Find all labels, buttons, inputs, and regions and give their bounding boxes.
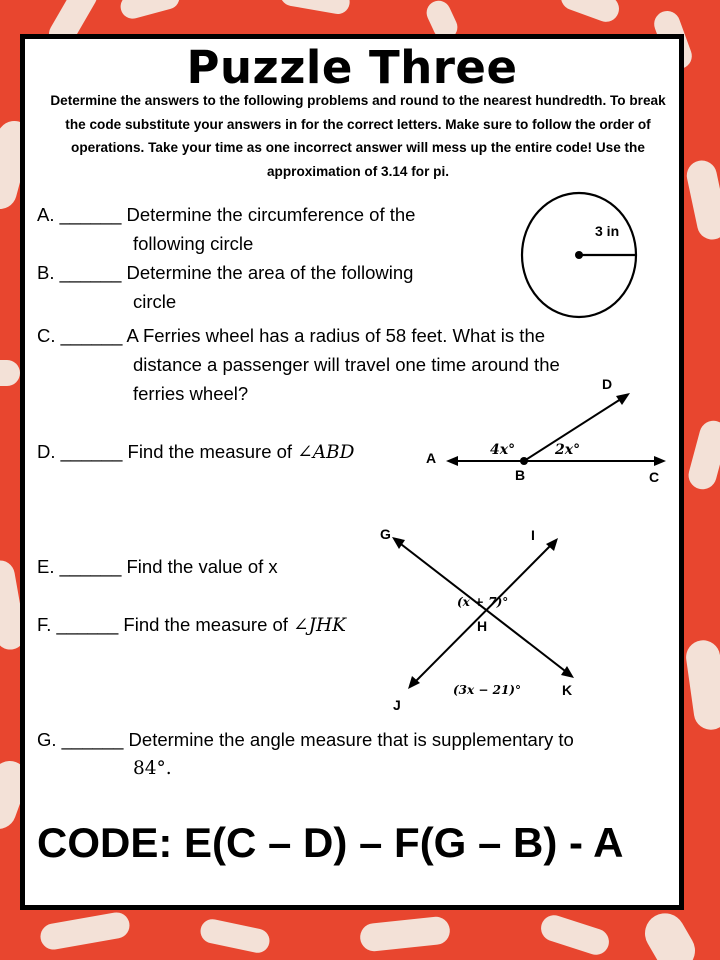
question-label: F.: [37, 614, 52, 635]
instructions-text: Determine the answers to the following problems and round to the nearest hundredth. To break the code substitute your answers in for the correct letters. Make sure to follow the order of operations. Take your time as one incorrect answer will mess up the entire code! Use the approximation of 3.14 for pi.: [50, 93, 666, 179]
answer-blank[interactable]: ______: [56, 614, 119, 635]
angle-top-label: (x + 7)°: [457, 595, 509, 609]
answer-blank[interactable]: ______: [59, 556, 122, 577]
question-label: G.: [37, 729, 57, 750]
angle-bottom-label: (3x − 21)°: [453, 683, 521, 697]
answer-blank[interactable]: ______: [60, 325, 123, 346]
vertex-b: [520, 457, 528, 465]
question-text: Find the value of x: [126, 556, 278, 577]
point-b-label: B: [515, 467, 526, 483]
question-e: [37, 552, 278, 581]
arrow-k: [561, 666, 574, 678]
question-a: [37, 200, 415, 258]
question-text-cont: following circle: [133, 233, 254, 254]
question-text: Determine the angle measure that is supplementary to: [128, 729, 574, 750]
question-g: [37, 725, 574, 783]
angle-diagram: [420, 374, 670, 489]
point-i-label: I: [531, 527, 535, 543]
angle-jhk-symbol: ∠JHK: [293, 615, 346, 636]
page-title: Puzzle Three: [186, 41, 518, 94]
question-text: Find the measure of: [127, 441, 298, 462]
question-label: E.: [37, 556, 55, 577]
point-h-label: H: [477, 618, 488, 634]
question-label: A.: [37, 204, 55, 225]
question-text-cont: distance a passenger will travel one time around the: [133, 354, 560, 375]
point-j-label: J: [393, 697, 401, 713]
question-text-cont: 84°.: [133, 758, 172, 779]
arrow-d: [616, 393, 630, 405]
point-g-label: G: [380, 526, 391, 542]
point-k-label: K: [562, 682, 573, 698]
angle-abd-symbol: ∠ABD: [297, 442, 355, 463]
arrow-a: [446, 456, 458, 466]
arrow-c: [654, 456, 666, 466]
angle-dbc-label: 2x°: [555, 442, 581, 458]
question-label: B.: [37, 262, 55, 283]
point-c-label: C: [649, 469, 660, 485]
radius-label: 3 in: [595, 223, 620, 239]
answer-blank[interactable]: ______: [59, 262, 122, 283]
question-label: C.: [37, 325, 56, 346]
intersecting-lines-diagram: [375, 524, 595, 713]
question-text: Determine the circumference of the: [126, 204, 416, 225]
point-d-label: D: [602, 376, 613, 392]
question-text: A Ferries wheel has a radius of 58 feet. What is the: [126, 325, 546, 346]
question-f: [37, 610, 346, 640]
question-d: [37, 437, 354, 467]
question-b: [37, 258, 413, 316]
center-point: [575, 251, 583, 259]
worksheet-card: [20, 34, 684, 910]
point-a-label: A: [426, 450, 437, 466]
question-text-cont: circle: [133, 291, 177, 312]
answer-blank[interactable]: ______: [61, 729, 124, 750]
answer-blank[interactable]: ______: [59, 204, 122, 225]
circle-diagram: [515, 189, 645, 319]
question-text: Find the measure of: [123, 614, 294, 635]
code-formula: CODE: E(C – D) – F(G – B) - A: [37, 819, 624, 866]
question-text-cont: ferries wheel?: [133, 383, 249, 404]
line-ij: [413, 543, 553, 684]
arrow-g: [392, 537, 405, 549]
angle-abd-label: 4x°: [490, 442, 516, 458]
question-text: Determine the area of the following: [126, 262, 414, 283]
question-label: D.: [37, 441, 56, 462]
answer-blank[interactable]: ______: [60, 441, 123, 462]
